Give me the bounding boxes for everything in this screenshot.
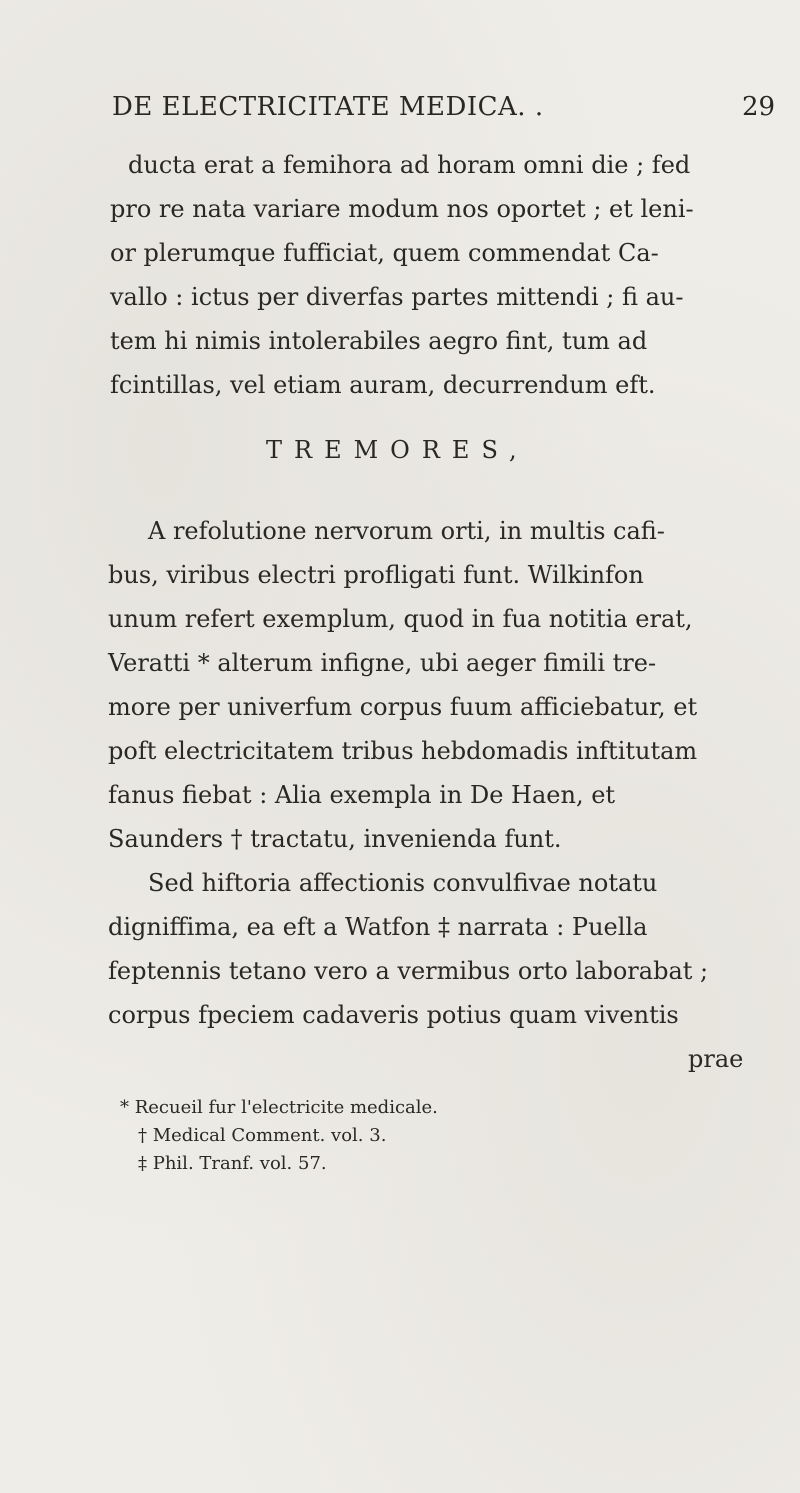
- text-line: more per univerfum corpus fuum afficiebatur, et: [108, 693, 698, 721]
- text-line: bus, viribus electri profligati funt. Wilkinfon: [108, 561, 644, 589]
- text-line: poft electricitatem tribus hebdomadis inftitutam: [108, 737, 698, 765]
- text-line: digniffima, ea eft a Watfon ‡ narrata : Puella: [108, 913, 648, 941]
- footnote: ‡ Phil. Tranf. vol. 57.: [138, 1153, 327, 1174]
- text-line: fanus fiebat : Alia exempla in De Haen, et: [108, 781, 616, 809]
- footnote: * Recueil fur l'electricite medicale.: [120, 1097, 438, 1118]
- text-line: unum refert exemplum, quod in fua notitia erat,: [108, 605, 693, 633]
- text-line: or plerumque fufficiat, quem commendat Ca-: [110, 239, 659, 267]
- running-header: DE ELECTRICITATE MEDICA. .: [112, 92, 544, 122]
- text-line: Veratti * alterum infigne, ubi aeger fimili tre-: [108, 649, 657, 677]
- page-number: 29: [742, 92, 776, 122]
- catchword: prae: [688, 1045, 744, 1073]
- text-line: corpus fpeciem cadaveris potius quam viventis: [108, 1001, 679, 1029]
- text-line: Sed hiftoria affectionis convulfivae notatu: [148, 869, 658, 897]
- text-line: Saunders † tractatu, invenienda funt.: [108, 825, 562, 853]
- text-line: A refolutione nervorum orti, in multis cafi-: [148, 517, 665, 545]
- footnote: † Medical Comment. vol. 3.: [138, 1125, 387, 1146]
- text-line: ducta erat a femihora ad horam omni die ; fed: [128, 151, 691, 179]
- section-heading: TREMORES,: [266, 436, 529, 464]
- text-line: vallo : ictus per diverfas partes mittendi ; fi au-: [110, 283, 684, 311]
- text-line: feptennis tetano vero a vermibus orto laborabat ;: [108, 957, 709, 985]
- text-line: pro re nata variare modum nos oportet ; et leni-: [110, 195, 694, 223]
- text-line: fcintillas, vel etiam auram, decurrendum eft.: [110, 371, 656, 399]
- text-line: tem hi nimis intolerabiles aegro fint, tum ad: [110, 327, 648, 355]
